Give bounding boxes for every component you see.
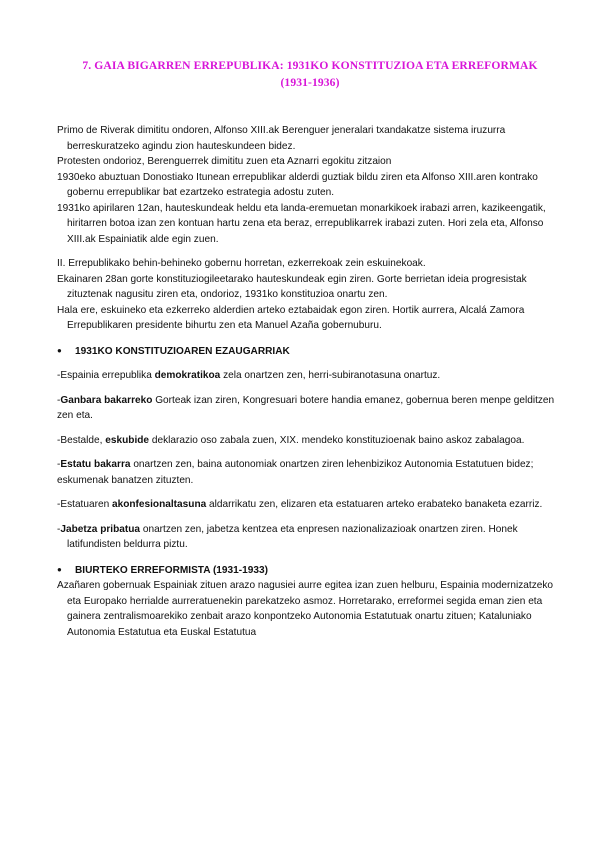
intro-paragraph-2: Protesten ondorioz, Berenguerrek dimititu zuen eta Aznarri egokitu zitzaion [57, 156, 392, 167]
heading-text: 1931KO KONSTITUZIOAREN EZAUGARRIAK [75, 345, 290, 357]
feature-single-state: -Estatu bakarra onartzen zen, baina autonomiak onartzen ziren lehenbizikoz Autonomia Estatutuen bidez; eskumenak banatzen zituzten. [57, 459, 534, 486]
feature-rights: -Bestalde, eskubide deklarazio oso zabala zuen, XIX. mendeko konstituzioenak baino askoz zabalagoa. [57, 434, 525, 446]
section-heading-reformist [57, 562, 557, 579]
reformist-paragraph: Azañaren gobernuak Espainiak zituen arazo nagusiei aurre egitea izan zuen helburu, Espainia modernizatzeko eta Europako herrialde aurreratuenekin parekatzeko asmoz. Horretarako, erreformei segida eman zien eta gainera zentralismoarekiko zenbait arazo konpontzeko Autonomia Estatutuak onartu zituen; Kataluniako Autonomia Estatutua eta Euskal Estatutua [57, 580, 554, 638]
section2-paragraph-1: II. Errepublikako behin-behineko gobernu horretan, ezkerrekoak zein eskuinekoak. [57, 258, 426, 269]
section2-paragraph-3: Hala ere, eskuineko eta ezkerreko alderdien arteko eztabaidak egon ziren. Hortik aurrera, Alcalá Zamora Errepublikaren presidente bihurtu zen eta Manuel Azaña gobernuburu. [57, 304, 525, 331]
bullet-icon: ● [57, 564, 62, 574]
document-title [40, 57, 580, 91]
intro-paragraph-4: 1931ko apirilaren 12an, hauteskundeak heldu eta landa-eremuetan monarkikoek irabazi arren, kazikeengatik, hiritarren botoa izan zen kontuan hartu zena eta beraz, errepublikarrek irabazi zuten. Hori zela eta, Alfonso XIII.ak Espainiatik alde egin zuen. [57, 202, 546, 245]
feature-unicameral: -Ganbara bakarreko Gorteak izan ziren, Kongresuari botere handia emanez, gobernua beren menpe gelditzen zen eta. [57, 394, 555, 421]
document-body [57, 123, 557, 640]
section-heading-constitution [57, 343, 557, 360]
intro-paragraph-1: Primo de Riverak dimititu ondoren, Alfonso XIII.ak Berenguer jeneralari txandakatze sistema iruzurra berreskuratzeko agindu zion hauteskundeen bidez. [57, 125, 506, 152]
intro-paragraph-3: 1930eko abuztuan Donostiako Itunean errepublikar alderdi guztiak bildu ziren eta Alfonso XIII.aren kontrako gobernu errepublikar bat ezartzeko estrategia adostu zuten. [57, 171, 538, 198]
section2-paragraph-2: Ekainaren 28an gorte konstituziogileetarako hauteskundeak egin ziren. Gorte berrietan ideia progresistak zituztenak nagusitu ziren eta, ondorioz, 1931ko konstituzioa onartu zen. [57, 273, 527, 300]
heading-text: BIURTEKO ERREFORMISTA (1931-1933) [75, 564, 268, 576]
bullet-icon: ● [57, 345, 62, 355]
feature-secular: -Estatuaren akonfesionaltasuna aldarrikatu zen, elizaren eta estatuaren arteko erabateko banaketa ezarriz. [57, 499, 543, 510]
title-line-2: (1931-1936) [280, 76, 340, 89]
title-line-1: 7. GAIA BIGARREN ERREPUBLIKA: 1931KO KONSTITUZIOA ETA ERREFORMAK [82, 59, 538, 72]
feature-property: -Jabetza pribatua onartzen zen, jabetza kentzea eta enpresen nazionalizazioak onartzen ziren. Honek latifundisten beldurra piztu. [57, 523, 518, 550]
feature-democratic: -Espainia errepublika demokratikoa zela onartzen zen, herri-subiranotasuna onartuz. [57, 370, 441, 381]
